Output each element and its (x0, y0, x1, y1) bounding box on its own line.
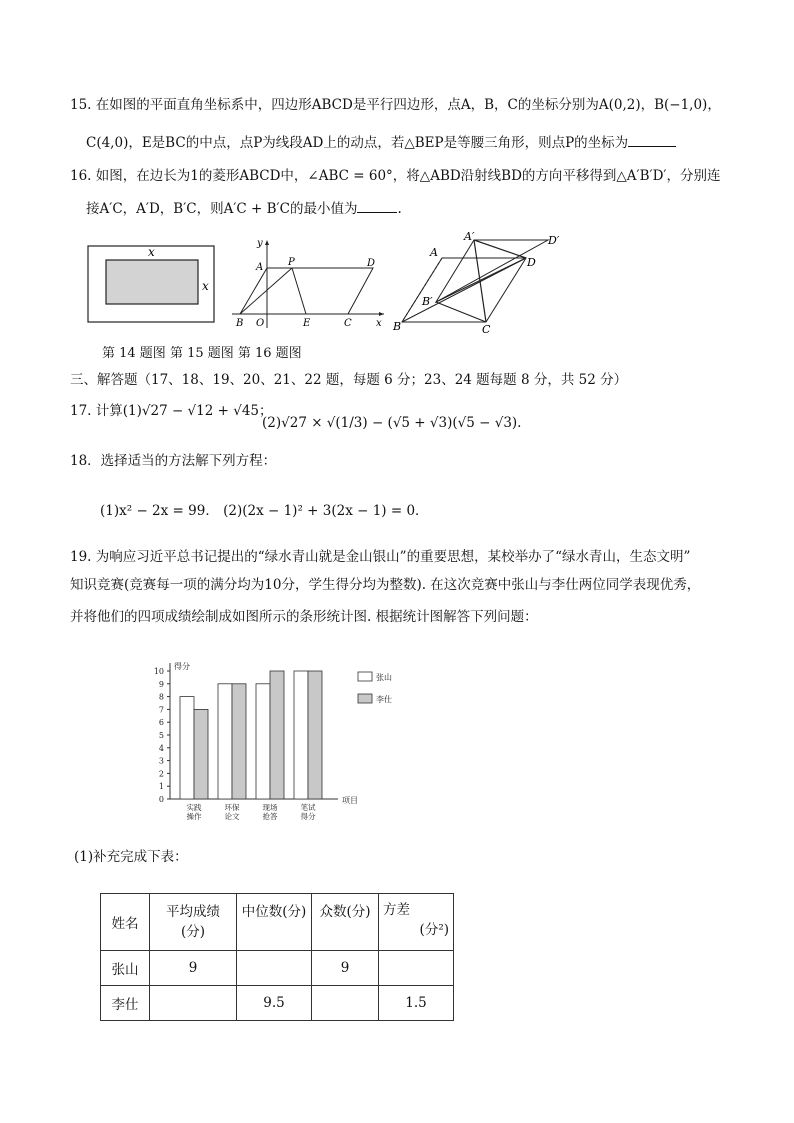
y-tick-label: 9 (158, 679, 164, 689)
bar-lishi (194, 709, 208, 799)
variance-unit: (分²) (419, 922, 449, 938)
x-tick-label: 抢答 (262, 812, 278, 821)
table-header-cell: 平均成绩(分) (150, 894, 237, 951)
legend-label: 张山 (376, 673, 392, 682)
fig16-segment-b1c (436, 302, 486, 322)
fig15-x-arrow (379, 312, 384, 316)
q17-part-1: 17. 计算(1)√27 − √12 + √45； (70, 403, 273, 419)
y-tick-label: 4 (158, 743, 164, 753)
table-header-cell: 众数(分) (312, 894, 379, 951)
q15-answer-blank (628, 134, 676, 147)
legend-label: 李仕 (376, 695, 392, 704)
legend-swatch (358, 672, 372, 681)
y-tick-label: 2 (158, 769, 164, 779)
bar-zhangshan (218, 684, 232, 799)
fig16-label-a: A (430, 246, 438, 259)
q15-line-2-text: C(4,0)，E是BC的中点，点P为线段AD上的动点，若△BEP是等腰三角形，则点P的坐标为 (86, 135, 629, 151)
table-cell (379, 951, 454, 986)
figure-15 (228, 236, 388, 332)
y-tick-label: 6 (158, 718, 164, 728)
legend-swatch (358, 694, 372, 703)
fig15-label-y: y (257, 238, 263, 249)
fig14-label-top: x (148, 245, 155, 259)
bar-zhangshan (180, 697, 194, 799)
q19-line-3: 并将他们的四项成绩绘制成如图所示的条形统计图. 根据统计图解答下列问题： (70, 609, 538, 625)
fig16-label-c: C (482, 323, 491, 334)
bar-lishi (232, 684, 246, 799)
fig16-label-d: D (527, 256, 536, 269)
fig15-segment-pe (292, 268, 306, 314)
q16-line-2-end: . (397, 201, 402, 217)
q16-line-1: 16. 如图，在边长为1的菱形ABCD中，∠ABC = 60°，将△ABD沿射线BD的方向平移得到△A′B′D′，分别连 (70, 168, 721, 184)
q16-line-2 (86, 200, 402, 218)
q16-line-2-text: 接A′C，A′D，B′C，则A′C + B′C的最小值为 (86, 201, 358, 217)
fig15-label-d: D (367, 258, 376, 269)
fig14-inner-rect (106, 260, 198, 304)
y-tick-label: 1 (158, 782, 164, 792)
table-cell: 9 (150, 951, 237, 986)
fig15-label-b: B (236, 318, 244, 329)
table-header-cell: 中位数(分) (237, 894, 312, 951)
fig15-label-o: O (256, 318, 265, 329)
q15-line-2 (86, 134, 676, 152)
figure-caption: 第 14 题图 第 15 题图 第 16 题图 (102, 346, 302, 361)
fig14-label-side: x (202, 279, 209, 293)
bar-lishi (308, 671, 322, 799)
fig15-label-a: A (256, 262, 264, 273)
table-cell (150, 986, 237, 1021)
table-cell: 1.5 (379, 986, 454, 1021)
table-cell (312, 986, 379, 1021)
variance-label: 方差 (383, 902, 410, 918)
fig16-label-b: B (393, 320, 402, 333)
y-tick-label: 3 (158, 756, 164, 766)
q16-answer-blank (357, 200, 397, 213)
y-tick-label: 0 (158, 795, 164, 804)
y-tick-label: 5 (158, 731, 164, 740)
fig15-parallelogram (240, 268, 373, 314)
q18-equations: (1)x² − 2x = 99． (2)(2x − 1)² + 3(2x − 1) = 0． (100, 503, 429, 519)
bar-zhangshan (294, 671, 308, 799)
x-tick-label: 现场 (262, 803, 278, 812)
fig16-label-a1: A′ (464, 230, 475, 243)
bar-zhangshan (256, 684, 270, 799)
q19-line-1: 19. 为响应习近平总书记提出的“绿水青山就是金山银山”的重要思想，某校举办了“绿水青山，生态文明” (70, 549, 691, 565)
table-row (101, 951, 454, 986)
y-tick-label: 10 (153, 667, 164, 676)
figure-16 (392, 230, 572, 334)
q19-score-table (100, 893, 454, 1021)
x-tick-label: 论文 (224, 812, 240, 821)
fig16-translated-triangle (436, 240, 548, 302)
fig15-label-c: C (344, 318, 352, 329)
q15-line-1: 15. 在如图的平面直角坐标系中，四边形ABCD是平行四边形，点A，B，C的坐标分别为A(0,2)，B(−1,0)， (70, 97, 721, 113)
x-tick-label: 实践 (186, 803, 202, 812)
q19-part-1-label: (1)补充完成下表： (74, 849, 188, 865)
section-3-heading: 三、解答题（17、18、19、20、21、22 题，每题 6 分；23、24 题每题 8 分，共 52 分） (70, 372, 628, 388)
table-header-row (101, 894, 454, 951)
fig15-y-arrow (265, 240, 269, 245)
fig16-segment-a1d (474, 240, 526, 258)
table-cell (237, 951, 312, 986)
table-cell: 9.5 (237, 986, 312, 1021)
figure-14 (86, 240, 218, 326)
x-tick-label: 操作 (186, 812, 202, 821)
y-axis-label: 得分 (174, 662, 190, 671)
fig15-segment-bp (240, 268, 292, 314)
q19-bar-chart (140, 652, 430, 830)
table-cell: 张山 (101, 951, 150, 986)
bar-lishi (270, 671, 284, 799)
x-tick-label: 环保 (224, 803, 240, 812)
fig15-label-x: x (376, 318, 382, 329)
fig15-label-e: E (303, 318, 311, 329)
x-axis-label: 项目 (342, 796, 358, 805)
q19-line-2: 知识竞赛(竞赛每一项的满分均为10分，学生得分均为整数). 在这次竞赛中张山与李仕两位同学表现优秀， (70, 577, 701, 593)
fig15-label-p: P (288, 257, 295, 268)
table-cell: 9 (312, 951, 379, 986)
table-header-cell-variance (379, 894, 454, 951)
fig16-label-b1: B′ (422, 295, 433, 308)
q17-part-2: (2)√27 × √(1/3) − (√5 + √3)(√5 − √3). (262, 415, 522, 431)
fig16-label-d1: D′ (548, 234, 560, 247)
table-header-cell: 姓名 (101, 894, 150, 951)
y-tick-label: 8 (158, 692, 164, 702)
x-tick-label: 得分 (300, 812, 316, 821)
q18-intro: 18．选择适当的方法解下列方程： (70, 453, 277, 469)
x-tick-label: 笔试 (300, 803, 316, 812)
table-cell: 李仕 (101, 986, 150, 1021)
y-tick-label: 7 (158, 705, 164, 715)
table-row (101, 986, 454, 1021)
